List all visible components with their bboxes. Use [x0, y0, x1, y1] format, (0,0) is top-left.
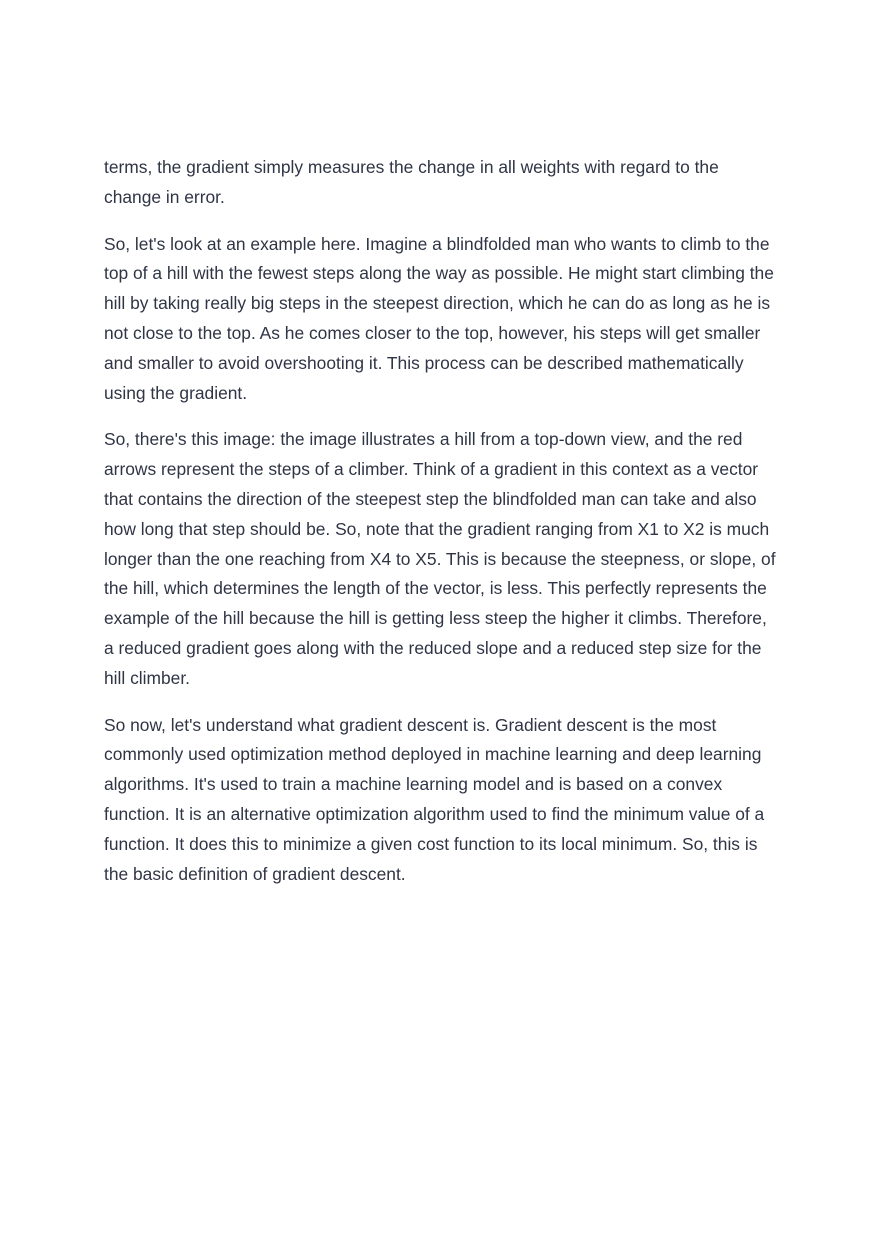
document-body [104, 153, 780, 906]
paragraph-blindfolded-man-example: So, let's look at an example here. Imagine a blindfolded man who wants to climb to the top of a hill with the fewest steps along the way as possible. He might start climbing the hill by taking really big steps in the steepest direction, which he can do as long as he is not close to the top. As he comes closer to the top, however, his steps will get smaller and smaller to avoid overshooting it. This process can be described mathematically using the gradient. [104, 233, 774, 403]
paragraph-gradient-definition-end: terms, the gradient simply measures the change in all weights with regard to the change in error. [104, 157, 719, 207]
paragraph-gradient-descent-definition: So now, let's understand what gradient descent is. Gradient descent is the most commonly used optimization method deployed in machine learning and deep learning algorithms. It's used to train a machine learning model and is based on a convex function. It is an alternative optimization algorithm used to find the minimum value of a function. It does this to minimize a given cost function to its local minimum. So, this is the basic definition of gradient descent. [104, 714, 765, 884]
paragraph-hill-image-explanation: So, there's this image: the image illustrates a hill from a top-down view, and the red arrows represent the steps of a climber. Think of a gradient in this context as a vector that contains the direction of the steepest step the blindfolded man can take and also how long that step should be. So, note that the gradient ranging from X1 to X2 is much longer than the one reaching from X4 to X5. This is because the steepness, or slope, of the hill, which determines the length of the vector, is less. This perfectly represents the example of the hill because the hill is getting less steep the higher it climbs. Therefore, a reduced gradient goes along with the reduced slope and a reduced step size for the hill climber. [104, 429, 776, 688]
